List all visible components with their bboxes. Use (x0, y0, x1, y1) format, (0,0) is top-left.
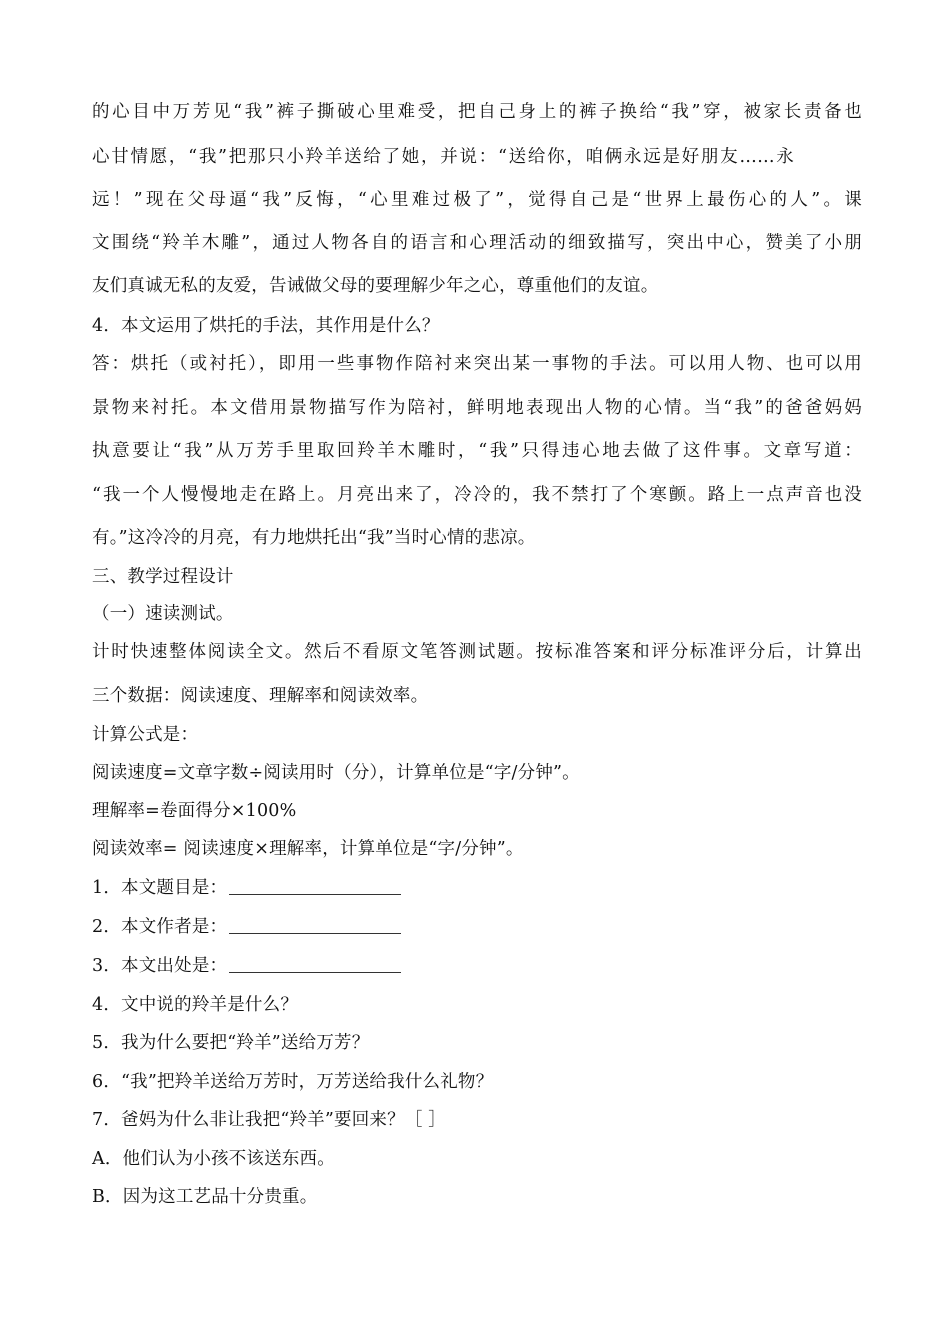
paragraph-line: 远！”现在父母逼“我”反悔，“心里难过极了”，觉得自己是“世界上最伤心的人”。课 (92, 190, 862, 210)
answer-blank[interactable] (229, 954, 401, 973)
answer-blank[interactable] (229, 915, 401, 934)
question-text: 3．本文出处是： (92, 956, 228, 976)
formula-label: 计算公式是： (92, 725, 199, 745)
question-1 (92, 876, 862, 900)
answer-line: 执意要让“我”从万芳手里取回羚羊木雕时，“我”只得违心地去做了这件事。文章写道： (92, 441, 862, 461)
question-heading: 4．本文运用了烘托的手法，其作用是什么？ (92, 316, 440, 336)
paragraph-line: 计时快速整体阅读全文。然后不看原文笔答测试题。按标准答案和评分标准评分后，计算出 (92, 642, 862, 662)
question-text: 2．本文作者是： (92, 917, 228, 937)
paragraph-line: 三个数据：阅读速度、理解率和阅读效率。 (92, 686, 429, 706)
formula-comprehension: 理解率=卷面得分×100% (92, 801, 297, 821)
paragraph-line: 文围绕“羚羊木雕”，通过人物各自的语言和心理活动的细致描写，突出中心，赞美了小朋 (92, 233, 862, 253)
question-5: 5．我为什么要把“羚羊”送给万芳？ (92, 1033, 370, 1053)
question-6: 6．“我”把羚羊送给万芳时，万芳送给我什么礼物？ (92, 1072, 494, 1092)
answer-line: “我一个人慢慢地走在路上。月亮出来了，冷冷的，我不禁打了个寒颤。路上一点声音也没 (92, 485, 862, 505)
answer-blank[interactable] (229, 876, 401, 895)
question-text: 1．本文题目是： (92, 878, 228, 898)
question-3 (92, 954, 862, 978)
option-a: A．他们认为小孩不该送东西。 (92, 1149, 335, 1169)
formula-reading-speed: 阅读速度=文章字数÷阅读用时（分），计算单位是“字/分钟”。 (92, 763, 580, 783)
answer-line: 景物来衬托。本文借用景物描写作为陪衬，鲜明地表现出人物的心情。当“我”的爸爸妈妈 (92, 398, 862, 418)
formula-efficiency: 阅读效率= 阅读速度×理解率，计算单位是“字/分钟”。 (92, 839, 524, 859)
answer-line: 有。”这冷冷的月亮，有力地烘托出“我”当时心情的悲凉。 (92, 528, 536, 548)
question-2 (92, 915, 862, 939)
answer-line: 答：烘托（或衬托），即用一些事物作陪衬来突出某一事物的手法。可以用人物、也可以用 (92, 354, 862, 374)
paragraph-line: 心甘情愿，“我”把那只小羚羊送给了她，并说：“送给你，咱俩永远是好朋友……永 (92, 147, 794, 167)
question-4: 4．文中说的羚羊是什么？ (92, 995, 299, 1015)
paragraph-line: 的心目中万芳见“我”裤子撕破心里难受，把自己身上的裤子换给“我”穿，被家长责备也 (92, 102, 862, 122)
section-heading: 三、教学过程设计 (92, 567, 234, 587)
subsection-heading: （一）速读测试。 (92, 604, 234, 624)
question-7: 7．爸妈为什么非让我把“羚羊”要回来？［ ］ (92, 1110, 446, 1130)
option-b: B．因为这工艺品十分贵重。 (92, 1187, 318, 1207)
paragraph-line: 友们真诚无私的友爱，告诫做父母的要理解少年之心，尊重他们的友谊。 (92, 276, 659, 296)
